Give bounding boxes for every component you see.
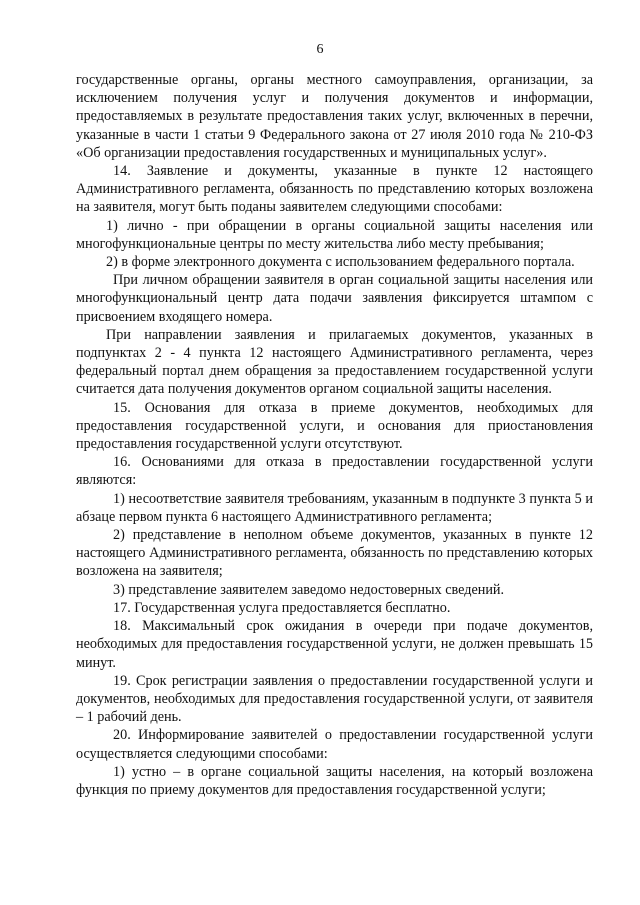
paragraph-continuation: государственные органы, органы местного самоуправления, организации, за исключением получения услуг и получения документов и информации, предоставляемых в результате предоставления таких услуг, включенных в перечни, указанные в части 1 статьи 9 Федерального закона от 27 июля 2010 года № 210-ФЗ «Об организации предоставления государственных и муниципальных услуг». — [76, 72, 593, 161]
paragraph-item-16-3: 3) представление заявителем заведомо недостоверных сведений. — [113, 581, 505, 598]
paragraph-item-19: 19. Срок регистрации заявления о предоставлении государственной услуги и документов, необходимых для предоставления государственной услуги, от заявителя – 1 рабочий день. — [76, 672, 593, 726]
paragraph-item-15: 15. Основания для отказа в приеме документов, необходимых для предоставления государственной услуги, и основания для приостановления предоставления государственной услуги отсутствуют. — [76, 399, 593, 453]
page-number: 6 — [316, 42, 324, 57]
paragraph-item-20-1: 1) устно – в органе социальной защиты населения, на который возложена функция по приему документов для предоставления государственной услуги; — [76, 763, 593, 798]
paragraph-item-14-1: 1) лично - при обращении в органы социальной защиты населения или многофункциональные центры по месту жительства либо месту пребывания; — [76, 217, 593, 252]
paragraph-item-16: 16. Основаниями для отказа в предоставлении государственной услуги являются: — [76, 454, 593, 489]
paragraph-item-16-1: 1) несоответствие заявителя требованиям, указанным в подпункте 3 пункта 5 и абзаце первом пункта 6 настоящего Административного регламента; — [76, 490, 593, 525]
paragraph-item-17: 17. Государственная услуга предоставляется бесплатно. — [113, 599, 451, 616]
paragraph-item-14: 14. Заявление и документы, указанные в пункте 12 настоящего Административного регламента, обязанность по представлению которых возложена на заявителя, могут быть поданы заявителем следующими способами: — [76, 163, 593, 216]
paragraph-portal-submission: При направлении заявления и прилагаемых документов, указанных в подпунктах 2 - 4 пункта 12 настоящего Административного регламента, через федеральный портал днем обращения за предоставлением государственной услуги считается дата получения документов органом социальной защиты населения. — [76, 326, 593, 398]
paragraph-item-14-2: 2) в форме электронного документа с использованием федерального портала. — [106, 254, 575, 271]
document-body — [76, 71, 593, 799]
paragraph-item-20: 20. Информирование заявителей о предоставлении государственной услуги осуществляется следующими способами: — [76, 727, 593, 762]
paragraph-item-16-2: 2) представление в неполном объеме документов, указанных в пункте 12 настоящего Административного регламента, обязанность по представлению которых возложена на заявителя; — [76, 527, 593, 580]
paragraph-personal-appeal: При личном обращении заявителя в орган социальной защиты населения или многофункциональный центр дата подачи заявления фиксируется штампом с присвоением входящего номера. — [76, 272, 593, 325]
paragraph-item-18: 18. Максимальный срок ожидания в очереди при подаче документов, необходимых для предоставления государственной услуги, не должен превышать 15 минут. — [76, 618, 593, 671]
